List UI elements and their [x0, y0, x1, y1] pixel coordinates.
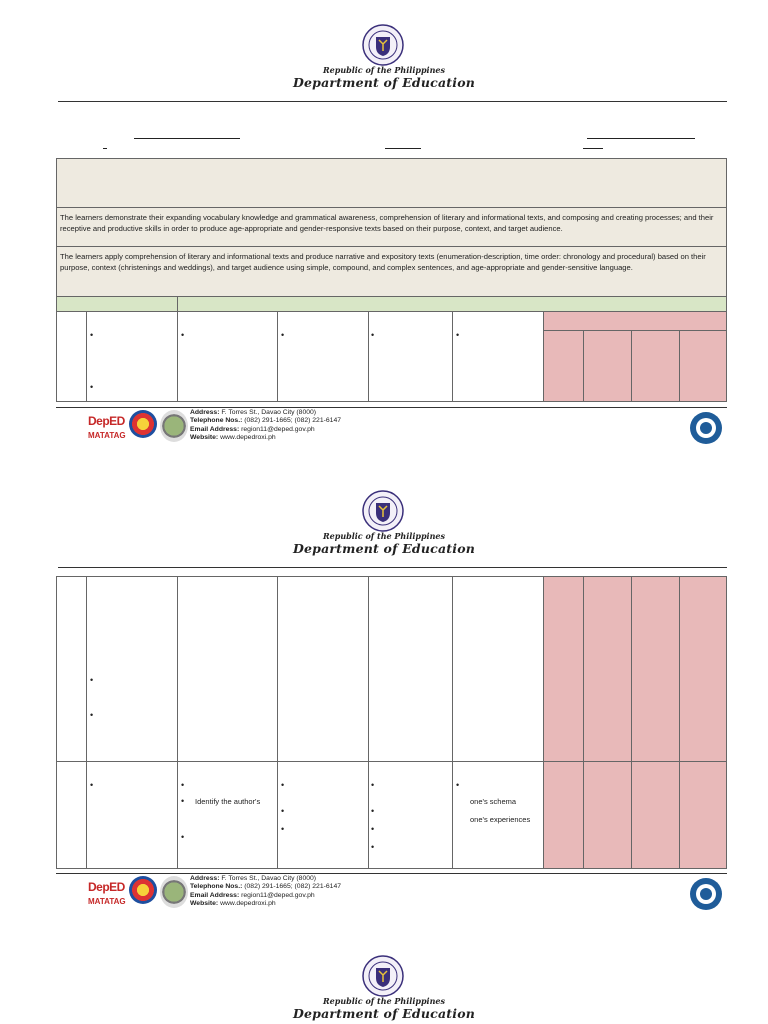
fill-line	[134, 138, 240, 139]
fill-line	[587, 138, 695, 139]
shaded-cell	[583, 761, 632, 869]
republic-label: Republic of the Philippines	[322, 531, 445, 541]
fill-line	[103, 148, 107, 149]
deped-logo: DepED	[88, 880, 125, 894]
content-standards-box	[56, 207, 727, 247]
bullet: •	[371, 806, 375, 816]
table-cell	[368, 576, 453, 762]
bullet: •	[90, 330, 94, 340]
website-label: Website:	[190, 433, 219, 441]
deped-seal-icon	[362, 24, 404, 66]
telephone-value: (082) 291-1665; (082) 221-6147	[244, 883, 342, 891]
table-cell	[56, 761, 87, 869]
table-cell	[368, 761, 453, 869]
header-divider	[58, 101, 727, 102]
bullet: •	[181, 780, 185, 790]
website-label: Website:	[190, 899, 219, 907]
bullet: •	[371, 842, 375, 852]
table-cell	[86, 761, 178, 869]
table-cell	[452, 576, 544, 762]
bullet: •	[281, 780, 285, 790]
email-label: Email Address:	[190, 425, 240, 433]
email-label: Email Address:	[190, 891, 240, 899]
telephone-label: Telephone Nos.:	[190, 417, 243, 425]
bullet: •	[181, 796, 185, 806]
footer-address-block	[190, 875, 341, 908]
bullet: •	[371, 780, 375, 790]
address-label: Address:	[190, 875, 220, 882]
section-header-row	[56, 296, 727, 312]
schema-item: one's schema	[470, 797, 517, 806]
table-cell	[56, 311, 87, 402]
bullet: •	[456, 780, 460, 790]
shaded-cell	[583, 576, 632, 762]
regional-seal-icon	[160, 410, 188, 442]
table-cell	[56, 576, 87, 762]
deped-logo: DepED	[88, 414, 125, 428]
fill-line	[385, 148, 421, 149]
identify-author-item: Identify the author's	[195, 797, 261, 806]
header-divider	[58, 567, 727, 568]
bullet: •	[181, 832, 185, 842]
footer-address-block	[190, 409, 341, 442]
shaded-cell	[679, 761, 727, 869]
website-value[interactable]: www.depedroxi.ph	[220, 899, 276, 907]
shaded-cell	[583, 330, 632, 402]
section-header-divider	[177, 296, 178, 312]
email-value[interactable]: region11@deped.gov.ph	[241, 425, 315, 433]
republic-label: Republic of the Philippines	[322, 996, 445, 1006]
table-cell	[177, 311, 278, 402]
deped-seal-icon	[362, 955, 404, 997]
bullet: •	[90, 710, 94, 720]
shaded-cell	[679, 330, 727, 402]
bullet: •	[371, 330, 375, 340]
performance-standards-text: The learners apply comprehension of literary and informational texts and produce narrative and expository texts (enumeration-description, time order: chronology and procedural) based on their purpose, context (christenings and weddings), and target audience using simple, compound, and complex sentences, and age-appropriate and gender-sensitive language.	[60, 252, 706, 272]
footer-divider	[56, 407, 727, 408]
regional-seal-icon	[160, 876, 188, 908]
table-cell	[177, 761, 278, 869]
bullet: •	[90, 675, 94, 685]
department-title: Department of Education	[292, 541, 476, 556]
table-cell	[452, 311, 544, 402]
table-cell	[86, 311, 178, 402]
matatag-logo: MATATAG	[88, 897, 126, 906]
shaded-header-cell	[543, 311, 727, 331]
shaded-cell	[543, 576, 584, 762]
bullet: •	[281, 824, 285, 834]
bagong-pilipinas-logo	[129, 410, 157, 438]
title-box	[56, 158, 727, 208]
table-cell	[277, 576, 369, 762]
website-value[interactable]: www.depedroxi.ph	[220, 433, 276, 441]
deped-seal-icon	[362, 490, 404, 532]
performance-standards-box	[56, 246, 727, 297]
bullet: •	[456, 330, 460, 340]
telephone-label: Telephone Nos.:	[190, 883, 243, 891]
republic-label: Republic of the Philippines	[322, 65, 445, 75]
department-title: Department of Education	[292, 75, 476, 90]
fill-line	[583, 148, 603, 149]
bullet: •	[181, 330, 185, 340]
table-cell	[177, 576, 278, 762]
shaded-cell	[543, 330, 584, 402]
experiences-item: one's experiences	[470, 815, 531, 824]
address-label: Address:	[190, 409, 220, 416]
bullet: •	[371, 824, 375, 834]
content-standards-text: The learners demonstrate their expanding vocabulary knowledge and grammatical awareness, comprehension of literary and informational texts, and composing and creating processes; and their receptive and productive skills in order to produce age-appropriate and gender-responsive texts based on their purpose, context, and target audience.	[60, 213, 714, 233]
email-value[interactable]: region11@deped.gov.ph	[241, 891, 315, 899]
bullet: •	[90, 382, 94, 392]
bagong-pilipinas-logo	[129, 876, 157, 904]
shaded-cell	[543, 761, 584, 869]
table-cell	[86, 576, 178, 762]
bullet: •	[90, 780, 94, 790]
footer-divider	[56, 873, 727, 874]
table-cell	[277, 311, 369, 402]
address-value: F. Torres St., Davao City (8000)	[221, 875, 317, 882]
shaded-cell	[631, 576, 680, 762]
bullet: •	[281, 806, 285, 816]
matatag-logo: MATATAG	[88, 431, 126, 440]
shaded-cell	[631, 330, 680, 402]
shaded-cell	[631, 761, 680, 869]
shaded-cell	[679, 576, 727, 762]
telephone-value: (082) 291-1665; (082) 221-6147	[244, 417, 342, 425]
bullet: •	[281, 330, 285, 340]
department-title: Department of Education	[292, 1006, 476, 1021]
address-value: F. Torres St., Davao City (8000)	[221, 409, 317, 416]
iso-certification-icon	[688, 410, 724, 446]
table-cell	[277, 761, 369, 869]
table-cell	[368, 311, 453, 402]
iso-certification-icon	[688, 876, 724, 912]
